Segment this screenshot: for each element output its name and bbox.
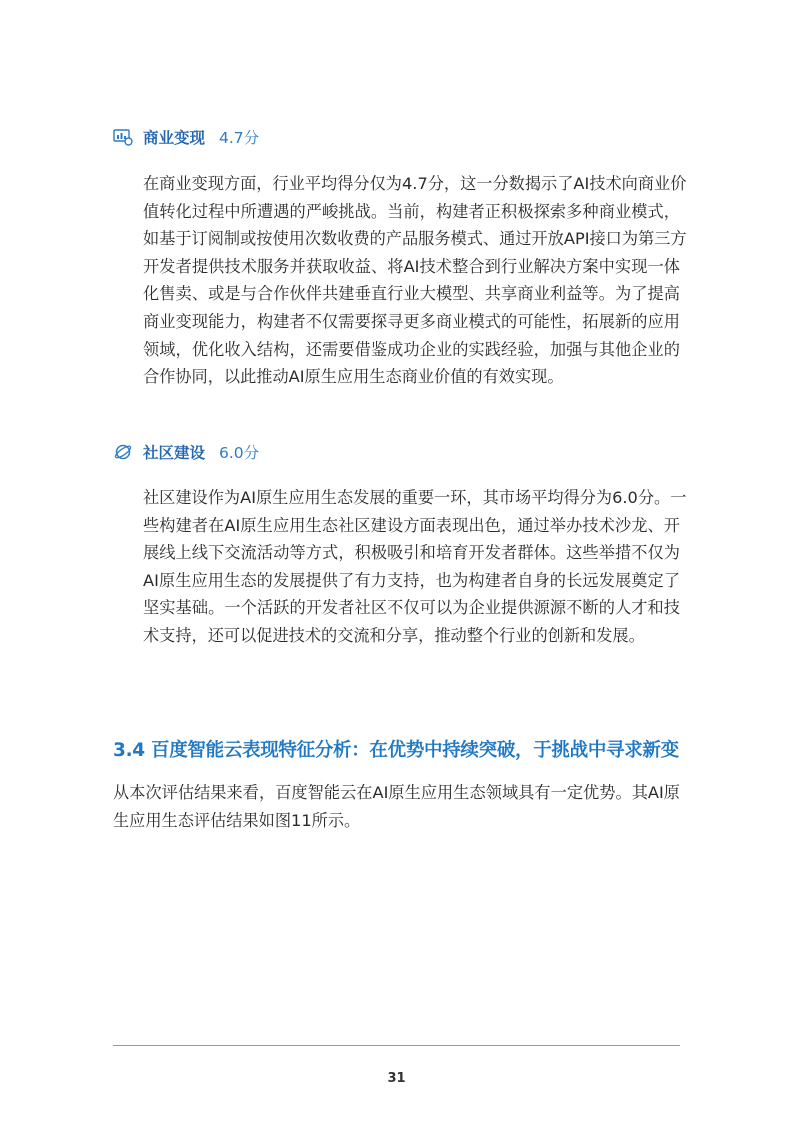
subsection-title: 社区建设: [143, 444, 206, 462]
text-line: 生应用生态评估结果如图11所示。: [113, 810, 361, 830]
subsection-header-community: [113, 440, 259, 464]
paragraph-intro: [113, 779, 680, 834]
text-line: 值转化过程中所遭遇的严峻挑战。当前，构建者正积极探索多种商业模式，: [143, 201, 680, 221]
page-number: 31: [387, 1071, 406, 1086]
text-line: 社区建设作为AI原生应用生态发展的重要一环，其市场平均得分为6.0分。一: [143, 488, 687, 507]
text-line: AI原生应用生态的发展提供了有力支持，也为构建者自身的长远发展奠定了: [143, 570, 680, 590]
text-line: 开发者提供技术服务并获取收益、将AI技术整合到行业解决方案中实现一体: [143, 256, 680, 276]
community-planet-icon: [113, 442, 133, 462]
subsection-score: 6.0分: [219, 444, 260, 462]
text-line: 合作协同，以此推动AI原生应用生态商业价值的有效实现。: [143, 367, 564, 387]
paragraph-monetization: [143, 170, 687, 391]
subsection-header-monetization: [113, 125, 259, 149]
paragraph-community: [143, 484, 687, 650]
text-line: 坚实基础。一个活跃的开发者社区不仅可以为企业提供源源不断的人才和技: [143, 598, 680, 618]
text-line: 从本次评估结果来看，百度智能云在AI原生应用生态领域具有一定优势。其AI原: [113, 783, 680, 802]
text-line: 如基于订阅制或按使用次数收费的产品服务模式、通过开放API接口为第三方: [143, 229, 687, 249]
text-line: 化售卖、或是与合作伙伴共建垂直行业大模型、共享商业利益等。为了提高: [143, 284, 680, 304]
text-line: 些构建者在AI原生应用生态社区建设方面表现出色，通过举办技术沙龙、开: [143, 515, 680, 535]
text-line: 在商业变现方面，行业平均得分仅为4.7分，这一分数揭示了AI技术向商业价: [143, 174, 687, 193]
text-line: 商业变现能力，构建者不仅需要探寻更多商业模式的可能性，拓展新的应用: [143, 311, 680, 331]
section-heading: 3.4 百度智能云表现特征分析：在优势中持续突破，于挑战中寻求新变: [113, 740, 679, 761]
footer-divider: [113, 1045, 680, 1046]
monetization-chart-icon: [113, 127, 133, 147]
subsection-score: 4.7分: [219, 129, 260, 147]
text-line: 术支持，还可以促进技术的交流和分享，推动整个行业的创新和发展。: [143, 625, 645, 645]
text-line: 领域，优化收入结构，还需要借鉴成功企业的实践经验，加强与其他企业的: [143, 339, 680, 359]
text-line: 展线上线下交流活动等方式，积极吸引和培育开发者群体。这些举措不仅为: [143, 543, 680, 563]
subsection-title: 商业变现: [143, 129, 206, 147]
